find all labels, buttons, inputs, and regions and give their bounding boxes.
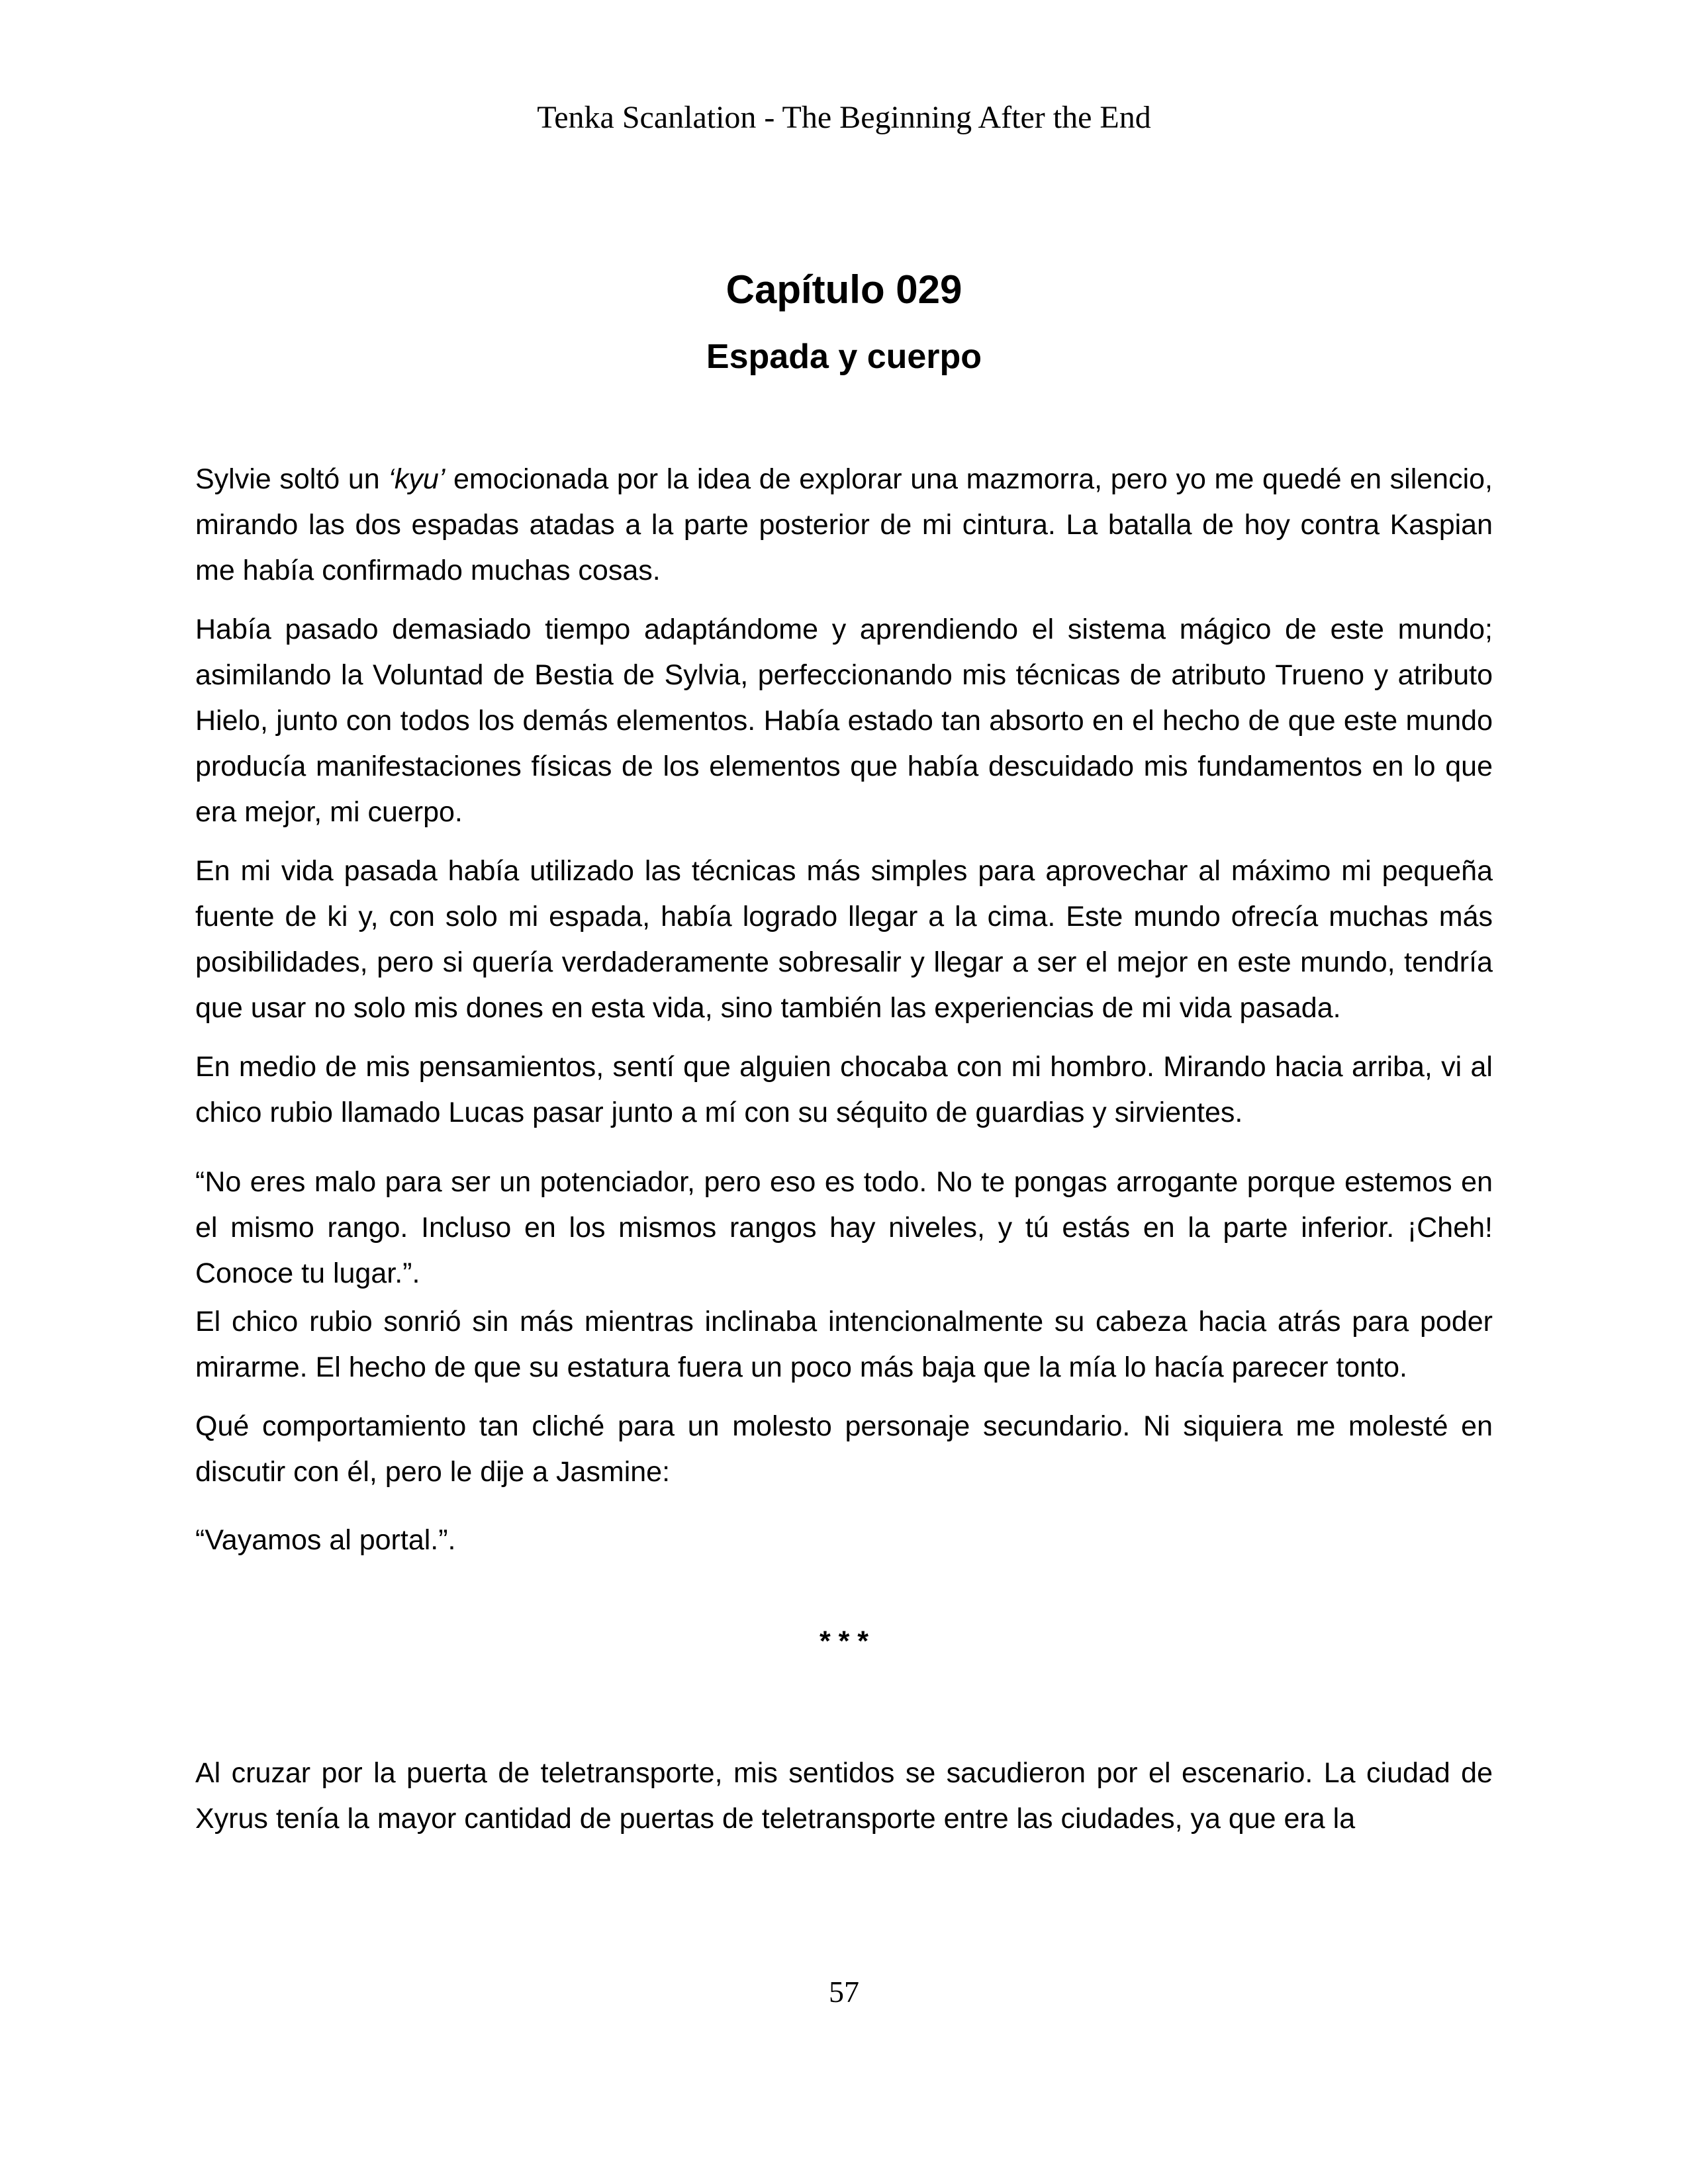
- paragraph-1-italic: ‘kyu’: [388, 463, 445, 495]
- paragraph-1: [195, 457, 1493, 594]
- paragraph-8-dialogue: “Vayamos al portal.”.: [195, 1524, 456, 1556]
- paragraph-5-dialogue: “No eres malo para ser un potenciador, pero eso es todo. No te pongas arrogante porque estemos en el mismo rango. Incluso en los mismos rangos hay niveles, y tú estás en la parte inferior. ¡Cheh! Conoce tu lugar.”.: [195, 1166, 1493, 1289]
- paragraph-9: Al cruzar por la puerta de teletransporte, mis sentidos se sacudieron por el escenario. La ciudad de Xyrus tenía la mayor cantidad de puertas de teletransporte entre las ciudades, ya que era la: [195, 1757, 1493, 1835]
- chapter-subtitle: Espada y cuerpo: [706, 338, 982, 376]
- paragraph-1-rest: emocionada por la idea de explorar una mazmorra, pero yo me quedé en silencio, mirando las dos espadas atadas a la parte posterior de mi cintura. La batalla de hoy contra Kaspian me había confirmado muchas cosas.: [195, 463, 1493, 586]
- paragraph-3: En mi vida pasada había utilizado las técnicas más simples para aprovechar al máximo mi pequeña fuente de ki y, con solo mi espada, había logrado llegar a la cima. Este mundo ofrecía muchas más posibilidades, pero si quería verdaderamente sobresalir y llegar a ser el mejor en este mundo, tendría que usar no solo mis dones en esta vida, sino también las experiencias de mi vida pasada.: [195, 855, 1493, 1024]
- paragraph-6: El chico rubio sonrió sin más mientras inclinaba intencionalmente su cabeza hacia atrás para poder mirarme. El hecho de que su estatura fuera un poco más baja que la mía lo hacía parecer tonto.: [195, 1306, 1493, 1383]
- chapter-title: Capítulo 029: [726, 267, 962, 312]
- paragraph-1-lead: Sylvie soltó un: [195, 463, 389, 495]
- body-text: [195, 457, 1493, 1842]
- scene-break: * * *: [819, 1625, 869, 1657]
- paragraph-4: En medio de mis pensamientos, sentí que alguien chocaba con mi hombro. Mirando hacia arriba, vi al chico rubio llamado Lucas pasar junto a mí con su séquito de guardias y sirvientes.: [195, 1051, 1493, 1128]
- paragraph-2: Había pasado demasiado tiempo adaptándome y aprendiendo el sistema mágico de este mundo; asimilando la Voluntad de Bestia de Sylvia, perfeccionando mis técnicas de atributo Trueno y atributo Hielo, junto con todos los demás elementos. Había estado tan absorto en el hecho de que este mundo producía manifestaciones físicas de los elementos que había descuidado mis fundamentos en lo que era mejor, mi cuerpo.: [195, 614, 1493, 828]
- page-number: 57: [829, 1975, 859, 2009]
- paragraph-7: Qué comportamiento tan cliché para un molesto personaje secundario. Ni siquiera me molesté en discutir con él, pero le dije a Jasmine:: [195, 1410, 1493, 1488]
- running-header: Tenka Scanlation - The Beginning After the End: [537, 100, 1151, 135]
